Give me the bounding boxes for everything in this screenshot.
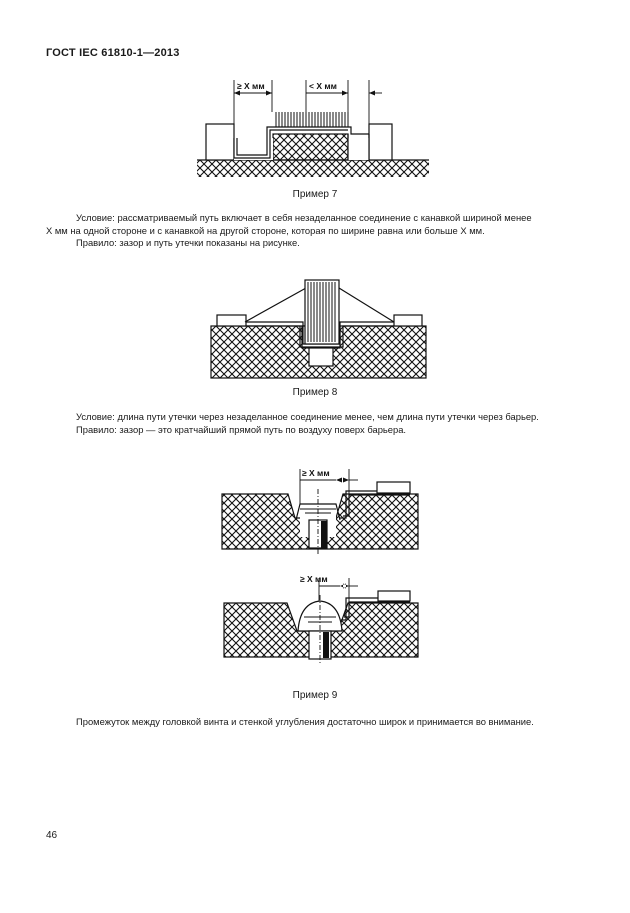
figure-7-rule: Правило: зазор и путь утечки показаны на рисунке.	[76, 237, 300, 248]
figure-7-caption: Пример 7	[292, 189, 338, 200]
figure-9-note: Промежуток между головкой винта и стенкой углубления достаточно широк и принимается во внимание.	[76, 716, 534, 727]
figure-7-dim-left: ≥ X мм	[237, 81, 265, 91]
figure-8-text	[46, 411, 586, 436]
figure-7-text	[46, 212, 586, 250]
figure-8-caption: Пример 8	[292, 387, 338, 398]
figure-7-condition-line1: Условие: рассматриваемый путь включает в себя незаделанное соединение с канавкой шириной менее	[76, 212, 532, 223]
figure-7-diagram	[0, 0, 630, 185]
page-number: 46	[46, 830, 58, 841]
figure-8-diagram	[0, 270, 630, 385]
figure-8-rule: Правило: зазор — это кратчайший прямой путь по воздуху поверх барьера.	[76, 423, 407, 435]
figure-9-dim-top: ≥ X мм	[302, 468, 330, 478]
figure-7-dim-right: < X мм	[309, 81, 337, 91]
figure-8-condition: Условие: длина пути утечки через незаделанное соединение менее, чем длина пути утечки через барьер.	[76, 411, 539, 422]
figure-9-diagram	[0, 455, 630, 670]
figure-7-condition-line2: X мм на одной стороне и с канавкой на другой стороне, которая по ширине равна или больше X мм.	[46, 224, 485, 236]
document-header: ГОСТ IEC 61810-1—2013	[46, 47, 180, 59]
figure-9-dim-bottom: ≥ X мм	[300, 574, 328, 584]
figure-9-text	[46, 716, 586, 729]
figure-9-caption: Пример 9	[292, 690, 338, 701]
